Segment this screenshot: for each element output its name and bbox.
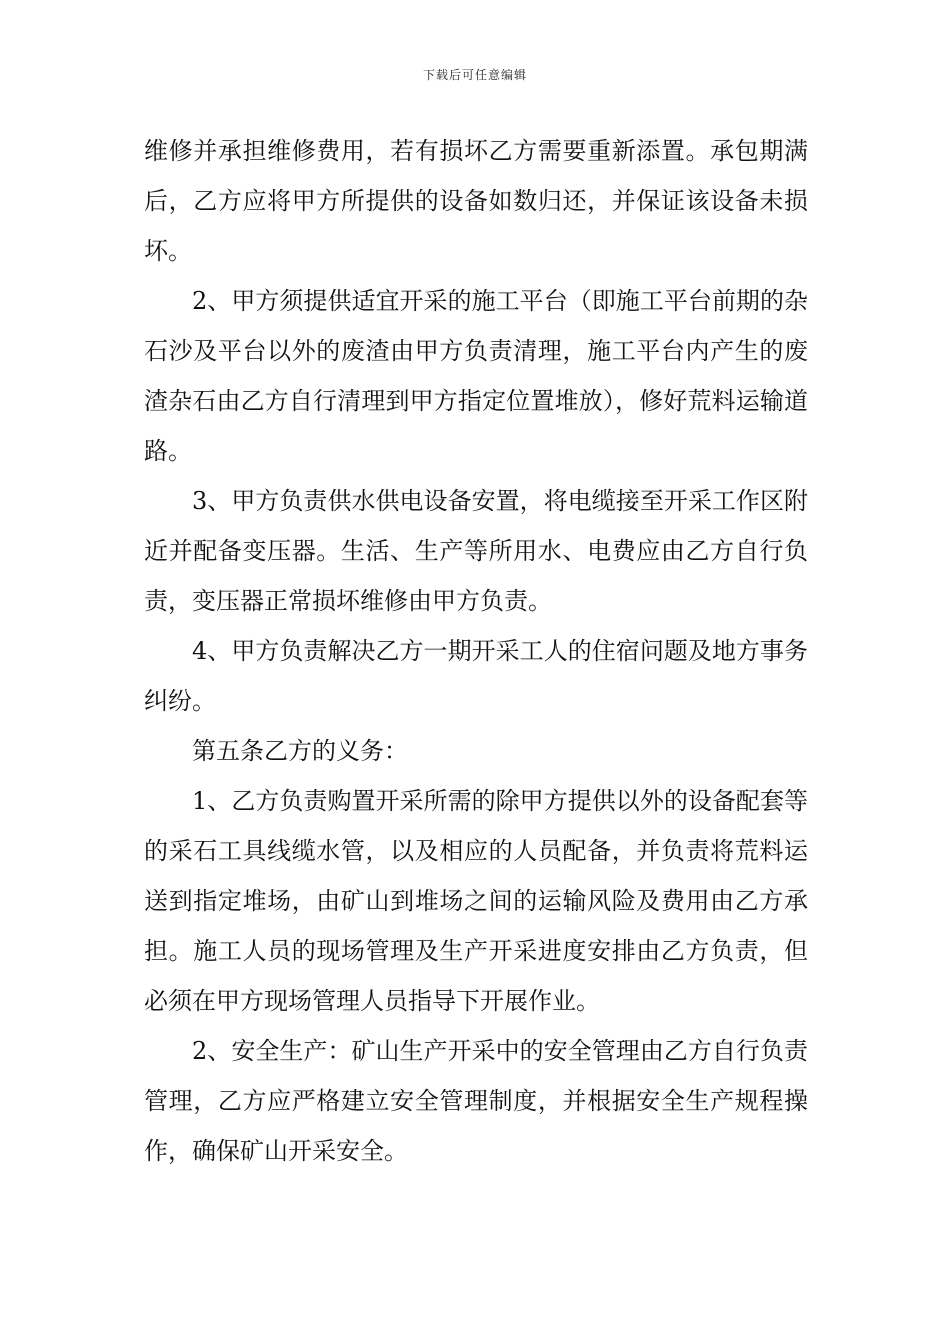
paragraph-party-a-housing: 4、甲方负责解决乙方一期开采工人的住宿问题及地方事务纠纷。 [144,637,808,715]
document-body [144,126,808,1176]
paragraph-equipment-return: 维修并承担维修费用，若有损坏乙方需要重新添置。承包期满后，乙方应将甲方所提供的设备如数归还，并保证该设备未损坏。 [144,137,808,265]
section-heading-party-b-obligations: 第五条乙方的义务： [192,737,408,765]
paragraph-party-a-platform: 2、甲方须提供适宜开采的施工平台（即施工平台前期的杂石沙及平台以外的废渣由甲方负责清理，施工平台内产生的废渣杂石由乙方自行清理到甲方指定位置堆放），修好荒料运输道路。 [144,287,808,465]
page-header-note: 下载后可任意编辑 [422,68,527,82]
paragraph-party-b-safety: 2、安全生产：矿山生产开采中的安全管理由乙方自行负责管理，乙方应严格建立安全管理制度，并根据安全生产规程操作，确保矿山开采安全。 [144,1037,808,1165]
paragraph-party-b-equipment: 1、乙方负责购置开采所需的除甲方提供以外的设备配套等的采石工具线缆水管，以及相应的人员配备，并负责将荒料运送到指定堆场，由矿山到堆场之间的运输风险及费用由乙方承担。施工人员的现场管理及生产开采进度安排由乙方负责，但必须在甲方现场管理人员指导下开展作业。 [144,787,808,1015]
paragraph-party-a-power-water: 3、甲方负责供水供电设备安置，将电缆接至开采工作区附近并配备变压器。生活、生产等所用水、电费应由乙方自行负责，变压器正常损坏维修由甲方负责。 [144,487,808,615]
